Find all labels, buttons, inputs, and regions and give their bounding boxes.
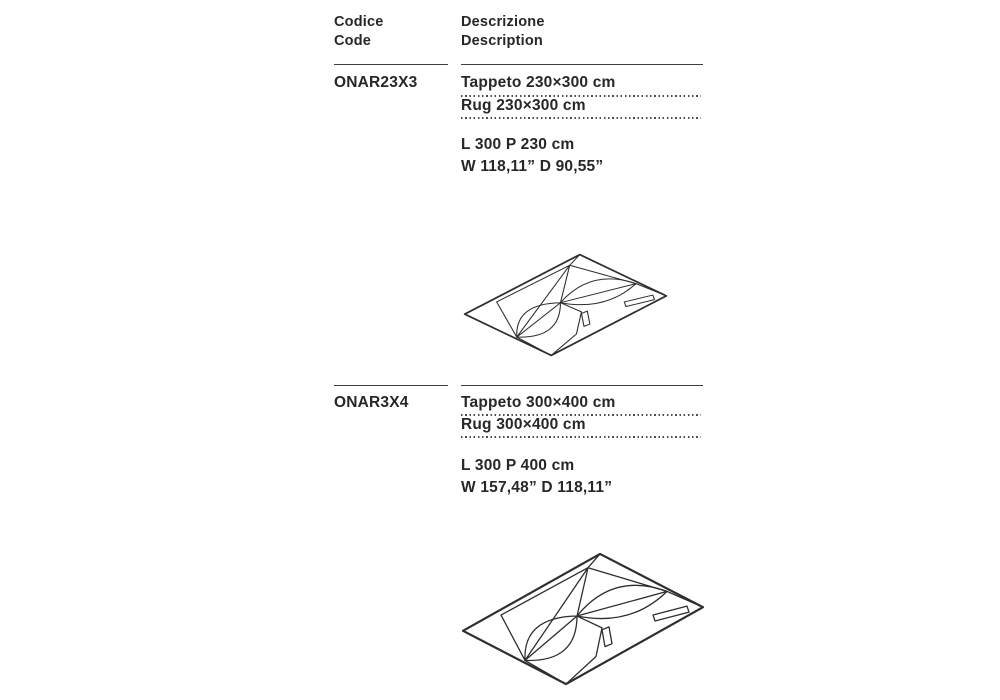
dimensions-imperial: W 157,48” D 118,11” bbox=[461, 479, 613, 496]
row-divider bbox=[334, 64, 448, 65]
header-code-en: Code bbox=[334, 33, 372, 49]
rug-drawing-onar3x4 bbox=[455, 548, 711, 690]
description-line-en: Rug 230×300 cm bbox=[461, 97, 586, 114]
dimensions-imperial: W 118,11” D 90,55” bbox=[461, 158, 604, 175]
header-description-it: Descrizione bbox=[461, 14, 545, 30]
dimensions-metric: L 300 P 400 cm bbox=[461, 457, 575, 474]
dotted-separator bbox=[461, 436, 701, 438]
rug-drawing-onar23x3 bbox=[458, 250, 673, 360]
description-line-it: Tappeto 230×300 cm bbox=[461, 74, 616, 91]
product-code: ONAR3X4 bbox=[334, 394, 409, 411]
dotted-separator bbox=[461, 117, 701, 119]
description-line-it: Tappeto 300×400 cm bbox=[461, 394, 616, 411]
row-divider bbox=[461, 385, 703, 386]
column-header-description bbox=[461, 13, 545, 51]
row-divider bbox=[334, 385, 448, 386]
header-code-it: Codice bbox=[334, 14, 384, 30]
header-description-en: Description bbox=[461, 33, 543, 49]
product-code: ONAR23X3 bbox=[334, 74, 418, 91]
dimensions-metric: L 300 P 230 cm bbox=[461, 136, 575, 153]
description-line-en: Rug 300×400 cm bbox=[461, 416, 586, 433]
column-header-code bbox=[334, 13, 384, 51]
row-divider bbox=[461, 64, 703, 65]
